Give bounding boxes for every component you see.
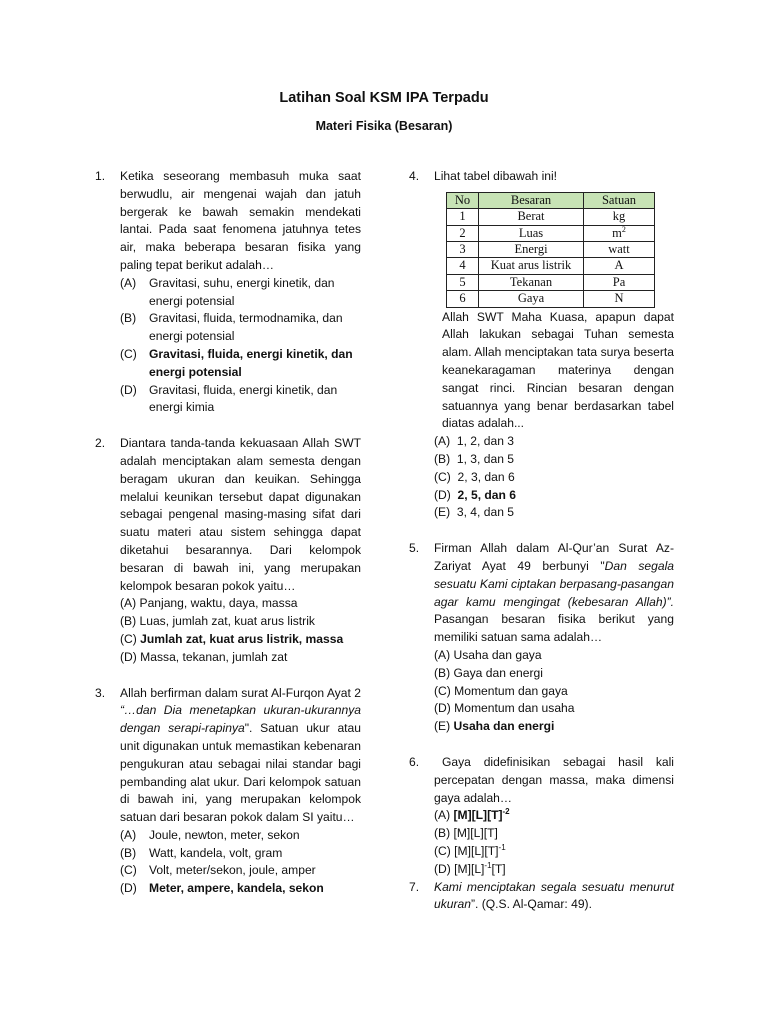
option-b[interactable]: (B) Watt, kandela, volt, gram (120, 845, 283, 860)
question-2 (95, 435, 361, 666)
column-header: Satuan (584, 192, 655, 208)
option-b[interactable]: (B) Luas, jumlah zat, kuat arus listrik (120, 614, 315, 629)
option-a[interactable]: (A) Gravitasi, suhu, energi kinetik, dan energi potensial (120, 275, 335, 308)
option-c-answer[interactable]: (C) Gravitasi, fluida, energi kinetik, dan energi potensial (120, 346, 353, 379)
option-d-answer[interactable]: (D) Meter, ampere, kandela, sekon (120, 881, 324, 896)
option-b[interactable]: (B) Gaya dan energi (434, 665, 543, 680)
option-a[interactable]: (A) Usaha dan gaya (434, 647, 542, 662)
table-row: 2 Luas $m^2$ (447, 225, 655, 241)
option-c-answer[interactable]: (C) Jumlah zat, kuat arus listrik, massa (120, 631, 344, 646)
quran-quote: Dan segala sesuatu Kami ciptakan berpasang-pasangan agar kamu mengingat (kebesaran Allah)”. (434, 559, 674, 609)
option-d[interactable]: (D) Momentum dan usaha (434, 701, 575, 716)
table-row: 4 Kuat arus listrik A (447, 258, 655, 274)
table-row: 3 Energi watt (447, 242, 655, 258)
question-intro: Lihat tabel dibawah ini! (434, 169, 558, 183)
question-number: 6. (409, 754, 420, 769)
option-a[interactable]: (A) Joule, newton, meter, sekon (120, 827, 300, 842)
table-header-row (447, 192, 655, 208)
question-text: Ketika seseorang membasuh muka saat berwudlu, air mengenai wajah dan jatuh bergerak ke bawah semakin mendekati lantai. Pada saat fenomena jatuhnya tetes air, maka beberapa besaran fisika yang paling tepat berikut adalah… (120, 169, 361, 272)
option-a[interactable]: (A) Panjang, waktu, daya, massa (120, 596, 298, 611)
question-number: 3. (95, 685, 106, 700)
column-header: No (447, 192, 479, 208)
question-text: Kami menciptakan segala sesuatu menurut ukuran”. (Q.S. Al-Qamar: 49). (434, 879, 674, 912)
question-text: Allah SWT Maha Kuasa, apapun dapat Allah lakukan sebagai Tuhan semesta alam. Allah menciptakan tata surya beserta keanekaragaman materinya dengan sangat rinci. Rincian besaran dengan satuannya yang benar berdasarkan tabel diatas adalah... (442, 309, 674, 431)
option-b[interactable]: (B) [M][L][T] (434, 826, 498, 841)
question-5 (409, 540, 674, 736)
question-text: Allah berfirman dalam surat Al-Furqon Ayat 2 “…dan Dia menetapkan ukuran-ukurannya dengan serapi-rapinya". Satuan ukur atau unit digunakan untuk memastikan kebenaran pengukuran atau sebagai nilai standar bagi pembanding alat ukur. Dari kelompok satuan di bawah ini, yang merupakan kelompok satuan dari besaran pokok dalam SI yaitu… (120, 685, 361, 825)
option-e[interactable]: (E) 3, 4, dan 5 (434, 505, 515, 520)
option-d[interactable]: (D) $[M][L]^{-1}[T]$ (434, 860, 506, 876)
besaran-table (446, 192, 655, 308)
option-d[interactable]: (D) Massa, tekanan, jumlah zat (120, 649, 288, 664)
question-text: Firman Allah dalam Al-Qur’an Surat Az-Zariyat Ayat 49 berbunyi "Dan segala sesuatu Kami ciptakan berpasang-pasangan agar kamu mengingat (kebesaran Allah)”. Pasangan besaran fisika berikut yang memiliki satuan sama adalah… (434, 541, 674, 645)
option-b[interactable]: (B) Gravitasi, fluida, termodnamika, dan energi potensial (120, 311, 343, 344)
option-d[interactable]: (D) Gravitasi, fluida, energi kinetik, dan energi kimia (120, 382, 338, 415)
document-subtitle: Materi Fisika (Besaran) (315, 119, 453, 133)
question-number: 1. (95, 169, 106, 183)
option-d-answer[interactable]: (D) 2, 5, dan 6 (434, 487, 517, 502)
option-a[interactable]: (A) 1, 2, dan 3 (434, 434, 515, 449)
question-number: 4. (409, 169, 420, 183)
table-row: 1 Berat kg (447, 209, 655, 225)
question-6 (409, 754, 674, 879)
option-b[interactable]: (B) 1, 3, dan 5 (434, 452, 515, 467)
document-title: Latihan Soal KSM IPA Terpadu (279, 90, 489, 106)
left-column (95, 168, 361, 898)
question-number: 7. (409, 879, 420, 894)
question-text: Diantara tanda-tanda kekuasaan Allah SWT adalah menciptakan alam semesta dengan beragam ukuran dan keuikan. Sehingga melalui keunikan tersebut dapat digunakan sebagai pengenal masing-masing sifat dari suatu materi atau sistem sehingga dapat diketahui besarannya. Dari kelompok besaran di bawah ini, yang merupakan kelompok besaran pokok yaitu… (120, 436, 361, 593)
option-c[interactable]: (C) Momentum dan gaya (434, 683, 568, 698)
question-1 (95, 168, 361, 417)
column-header: Besaran (479, 192, 584, 208)
question-4 (409, 168, 674, 522)
question-3 (95, 685, 361, 899)
question-7 (409, 879, 674, 915)
table-row: 5 Tekanan Pa (447, 274, 655, 290)
quran-quote: Kami menciptakan segala sesuatu menurut ukuran (434, 879, 674, 912)
quran-quote: “…dan Dia menetapkan ukuran-ukurannya dengan serapi-rapinya (120, 703, 361, 736)
option-c[interactable]: (C) 2, 3, dan 6 (434, 469, 515, 484)
table-row: 6 Gaya N (447, 291, 655, 307)
question-number: 2. (95, 436, 106, 451)
option-e-answer[interactable]: (E) Usaha dan energi (434, 719, 555, 734)
option-a-answer[interactable]: (A) $[M][L][T]^{-2}$ (434, 807, 510, 823)
option-c[interactable]: (C) $[M][L][T]^{-1}$ (434, 842, 506, 858)
right-column (409, 168, 674, 914)
option-c[interactable]: (C) Volt, meter/sekon, joule, amper (120, 863, 316, 878)
question-number: 5. (409, 541, 420, 556)
question-text: Gaya didefinisikan sebagai hasil kali percepatan dengan massa, maka dimensi gaya adalah… (434, 754, 674, 805)
